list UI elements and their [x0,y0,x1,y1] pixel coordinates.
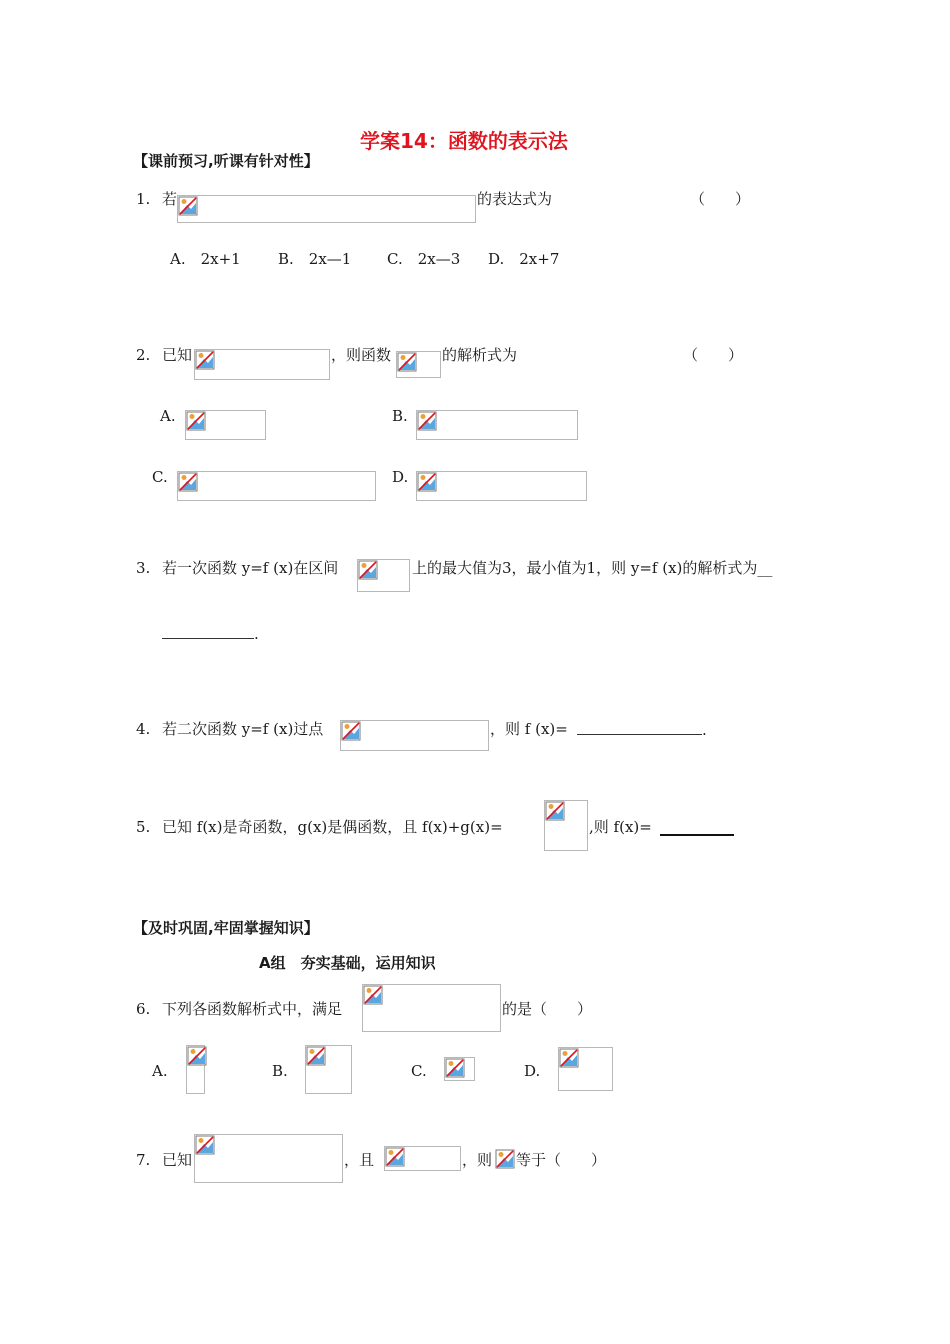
q7-number: 7. [136,1151,151,1169]
broken-image-icon [545,801,565,821]
q2-option-d-image [416,471,587,501]
q6-option-b-image [305,1045,352,1094]
broken-image-icon [559,1048,579,1068]
q6-option-d-label: D. [524,1062,541,1080]
q7-text-post: 等于（ ） [516,1151,607,1169]
q1-option-d: D. 2x+7 [488,250,560,268]
q2-function-image [396,351,441,378]
q2-option-d-label: D. [392,468,409,486]
q1-option-b: B. 2x—1 [278,250,352,268]
q3-line-end: . [254,625,259,643]
q2-option-a-image [185,410,266,440]
q6-option-c-label: C. [411,1062,427,1080]
q2-option-b-label: B. [392,407,408,425]
q5-answer-line [660,821,734,840]
q2-option-c-image [177,471,376,501]
q2-text-mid: ，则函数 [331,346,392,364]
broken-image-icon [341,721,361,741]
broken-image-icon [445,1058,465,1078]
broken-image-icon [385,1147,405,1167]
broken-image-icon [195,350,215,370]
section-heading-preview: 【课前预习,听课有针对性】 [133,152,319,170]
broken-image-icon [187,1046,207,1066]
q2-answer-paren: （ ） [683,346,744,364]
broken-image-icon [178,196,198,216]
q6-condition-image [362,984,501,1032]
q2-option-c-label: C. [152,468,168,486]
q4-answer-line [577,720,707,739]
q2-option-a-label: A. [160,407,176,425]
broken-image-icon [417,411,437,431]
broken-image-icon [363,985,383,1005]
q5-text-pre: 已知 f(x)是奇函数，g(x)是偶函数，且 f(x)+g(x)= [162,818,503,836]
q1-number: 1. [136,190,151,208]
group-a-heading: A组 夯实基础，运用知识 [259,954,436,972]
q5-number: 5. [136,818,151,836]
q7-given-image [194,1134,343,1183]
broken-image-icon [195,1135,215,1155]
q1-option-a: A. 2x+1 [170,250,241,268]
q1-text-pre: 若 [162,190,178,208]
q3-number: 3. [136,559,151,577]
q4-text-post: ，则 f (x)= [490,720,568,738]
q2-given-image [194,349,330,380]
q4-line-end: . [702,721,707,739]
broken-image-icon [397,352,417,372]
q2-option-b-image [416,410,578,440]
q6-option-b-label: B. [272,1062,288,1080]
q2-text-post: 的解析式为 [442,346,518,364]
q3-answer-line [162,624,259,643]
q1-answer-paren: （ ） [690,190,751,208]
q5-text-post: ,则 f(x)= [589,818,652,836]
q4-number: 4. [136,720,151,738]
q1-text-post: 的表达式为 [477,190,553,208]
q6-text-pre: 下列各函数解析式中，满足 [162,1000,343,1018]
q2-text-pre: 已知 [162,346,193,364]
q7-condition-image [384,1146,461,1171]
q1-option-c: C. 2x—3 [387,250,461,268]
q6-option-d-image [558,1047,613,1091]
q6-text-post: 的是（ ） [502,1000,593,1018]
page-title: 学案14：函数的表示法 [360,129,568,153]
broken-image-icon [417,472,437,492]
broken-image-icon [358,560,378,580]
q1-formula-image [177,195,476,223]
broken-image-icon [186,411,206,431]
broken-image-icon [306,1046,326,1066]
q7-target-image [495,1149,515,1169]
q3-interval-image [357,559,410,592]
q4-text-pre: 若二次函数 y=f (x)过点 [162,720,324,738]
q6-option-a-image [186,1045,205,1094]
q3-text-pre: 若一次函数 y=f (x)在区间 [162,559,339,577]
q4-points-image [340,720,489,751]
q6-option-a-label: A. [152,1062,168,1080]
section-heading-consolidate: 【及时巩固,牢固掌握知识】 [133,919,319,937]
q3-text-post: 上的最大值为3，最小值为1，则 y=f (x)的解析式为__ [412,559,773,577]
q2-number: 2. [136,346,151,364]
q7-text-pre: 已知 [162,1151,193,1169]
q5-answer-blank [660,822,734,836]
q7-text-mid2: ，则 [462,1151,493,1169]
broken-image-icon [495,1149,515,1169]
q4-answer-blank [577,720,702,735]
q6-number: 6. [136,1000,151,1018]
broken-image-icon [178,472,198,492]
q5-formula-image [544,800,588,851]
q3-answer-blank [162,624,254,639]
q7-text-mid: ，且 [344,1151,375,1169]
q6-option-c-image [444,1057,475,1081]
